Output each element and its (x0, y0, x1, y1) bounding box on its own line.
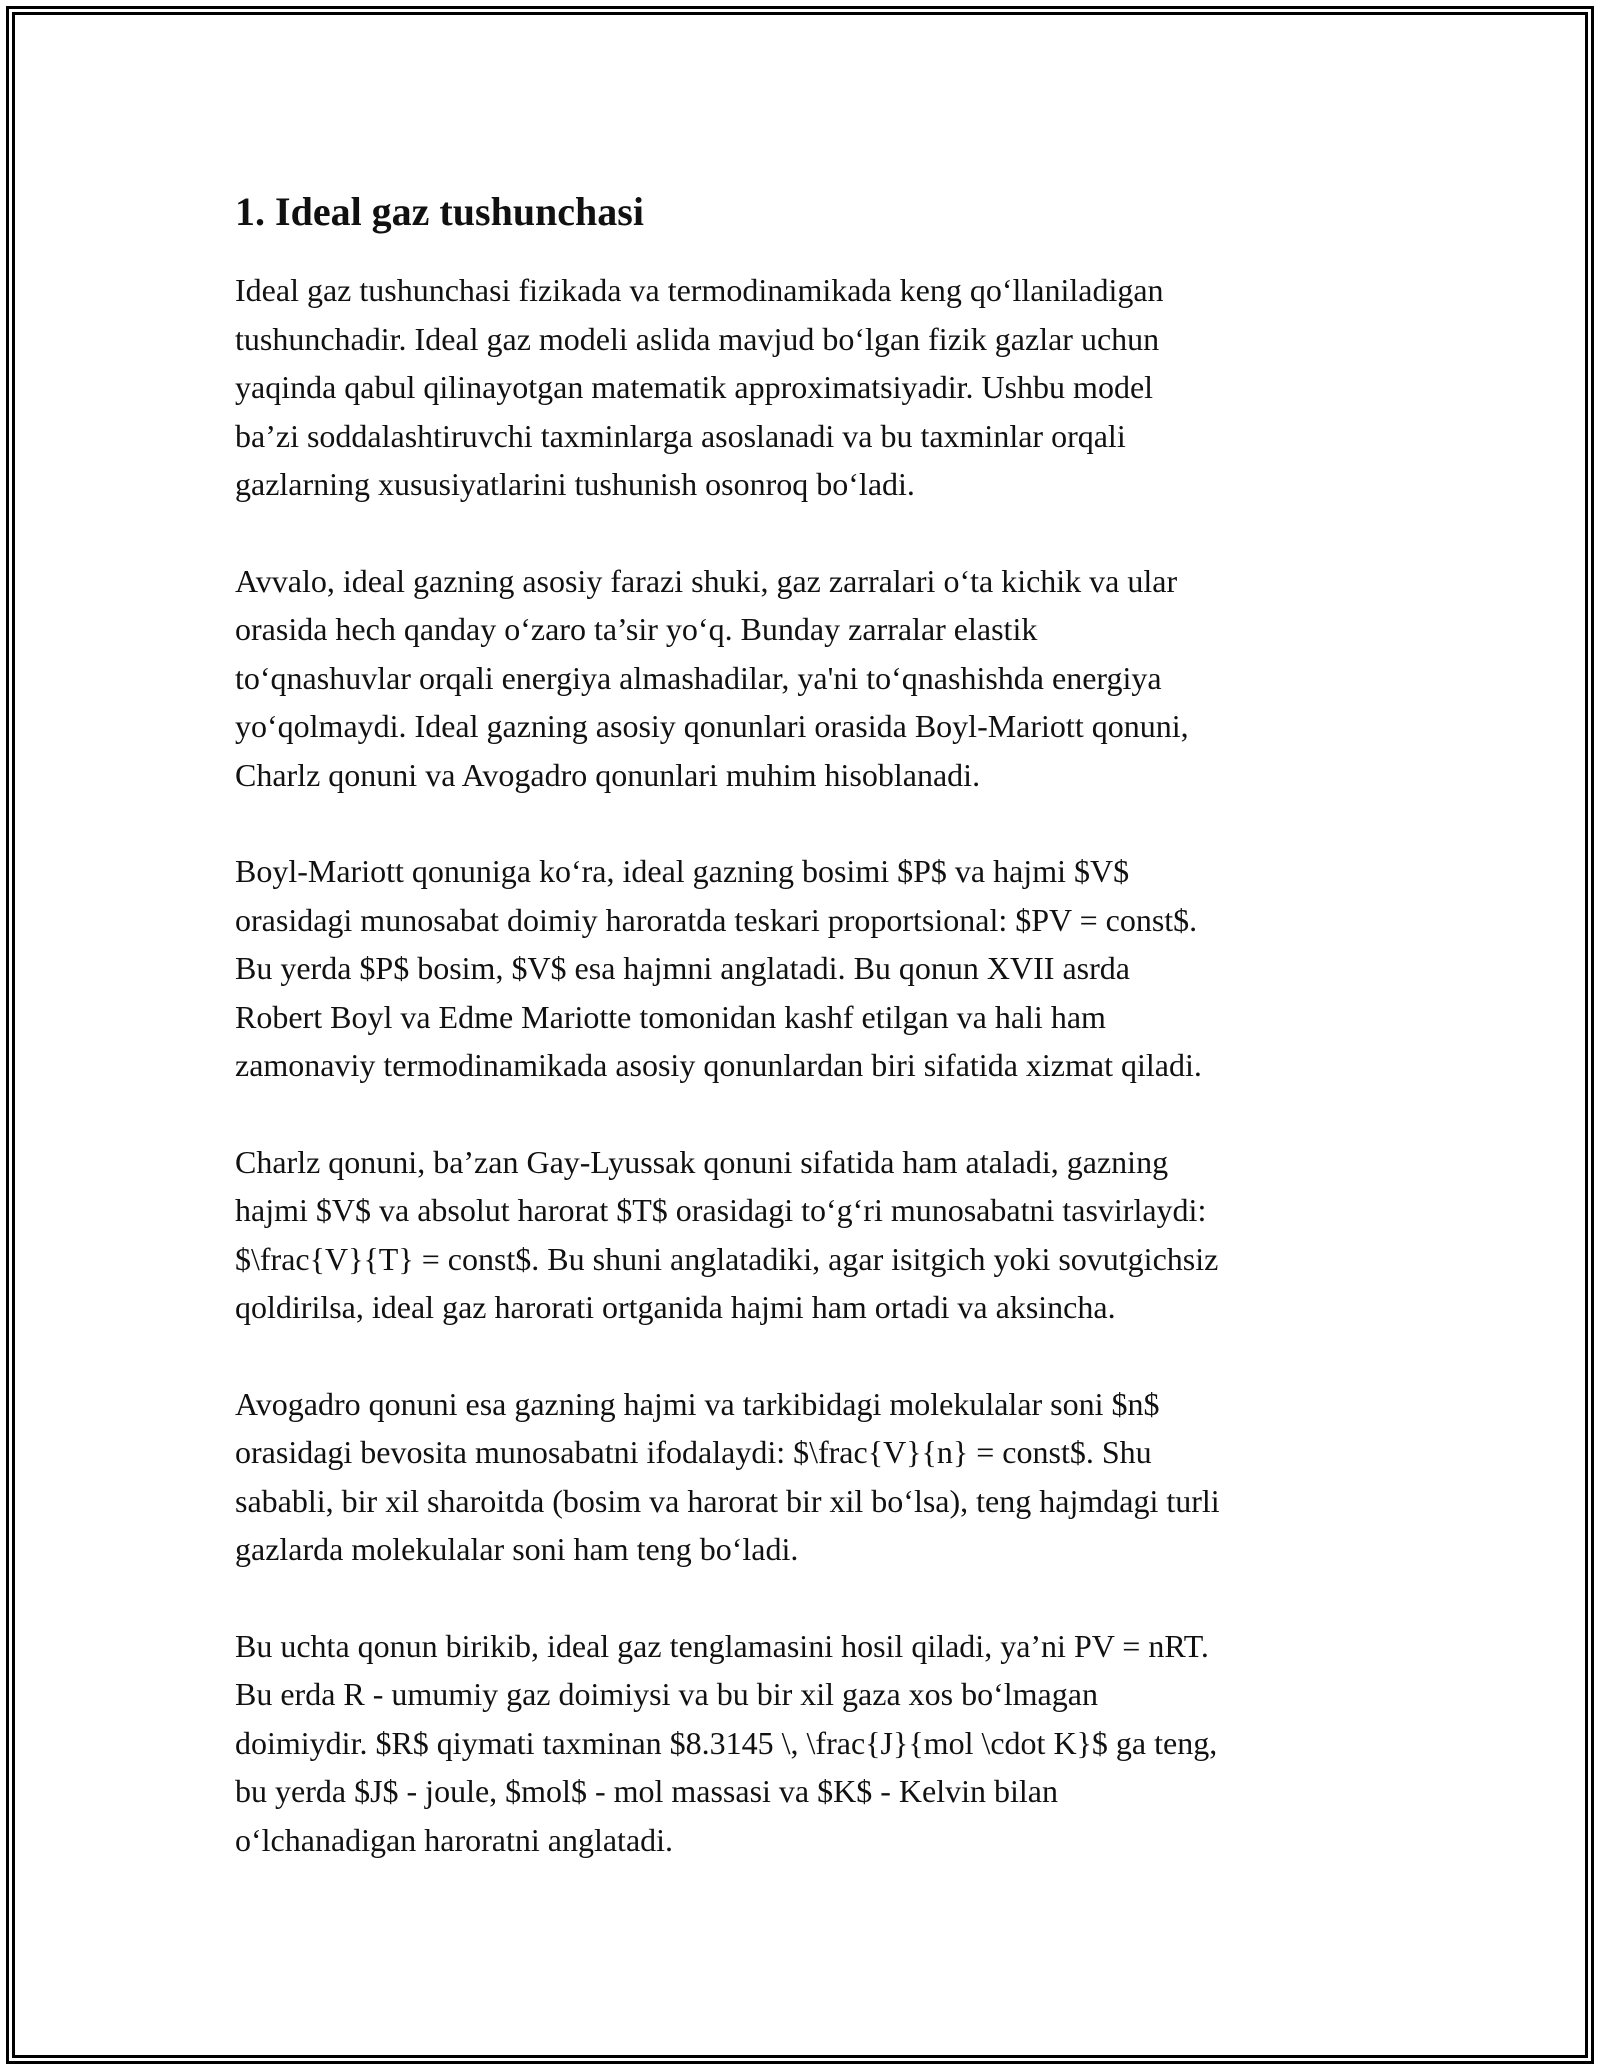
paragraph (235, 1622, 1375, 1865)
paragraph (235, 1138, 1375, 1332)
paragraph-line: to‘qnashuvlar orqali energiya almashadilar, ya'ni to‘qnashishda energiya (235, 659, 1162, 696)
paragraph-line: Avogadro qonuni esa gazning hajmi va tarkibidagi molekulalar soni $n$ (235, 1385, 1160, 1422)
paragraph-line: zamonaviy termodinamikada asosiy qonunlardan biri sifatida xizmat qiladi. (235, 1047, 1202, 1083)
paragraph-list (235, 266, 1375, 1864)
paragraph-line: Avvalo, ideal gazning asosiy farazi shuki, gaz zarralari o‘ta kichik va ular (235, 562, 1178, 599)
paragraph-line: hajmi $V$ va absolut harorat $T$ orasidagi to‘g‘ri munosabatni tasvirlaydi: (235, 1192, 1207, 1228)
paragraph-line: Bu yerda $P$ bosim, $V$ esa hajmni anglatadi. Bu qonun XVII asrda (235, 950, 1130, 986)
paragraph (235, 266, 1375, 509)
paragraph (235, 847, 1375, 1090)
paragraph-line: orasidagi bevosita munosabatni ifodalaydi: $\frac{V}{n} = const$. Shu (235, 1434, 1152, 1470)
section-title: 1. Ideal gaz tushunchasi (235, 189, 644, 234)
paragraph (235, 1380, 1375, 1574)
paragraph-line: yo‘qolmaydi. Ideal gazning asosiy qonunlari orasida Boyl-Mariott qonuni, (235, 708, 1189, 744)
paragraph-line: Bu erda R - umumiy gaz doimiysi va bu bir xil gaza xos bo‘lmagan (235, 1676, 1098, 1712)
paragraph-line: doimiydir. $R$ qiymati taxminan $8.3145 \, \frac{J}{mol \cdot K}$ ga teng, (235, 1724, 1218, 1761)
paragraph-line: qoldirilsa, ideal gaz harorati ortganida hajmi ham ortadi va aksincha. (235, 1289, 1116, 1325)
paragraph-line: ba’zi soddalashtiruvchi taxminlarga asoslanadi va bu taxminlar orqali (235, 417, 1126, 454)
paragraph-line: Bu uchta qonun birikib, ideal gaz tenglamasini hosil qiladi, ya’ni PV = nRT. (235, 1627, 1209, 1664)
paragraph-line: yaqinda qabul qilinayotgan matematik approximatsiyadir. Ushbu model (235, 369, 1154, 405)
paragraph (235, 557, 1375, 800)
paragraph-line: gazlarda molekulalar soni ham teng bo‘ladi. (235, 1531, 799, 1567)
paragraph-line: o‘lchanadigan haroratni anglatadi. (235, 1821, 674, 1858)
paragraph-line: Boyl-Mariott qonuniga ko‘ra, ideal gazning bosimi $P$ va hajmi $V$ (235, 853, 1130, 889)
paragraph-line: sababli, bir xil sharoitda (bosim va harorat bir xil bo‘lsa), teng hajmdagi turli (235, 1482, 1220, 1519)
paragraph-line: orasidagi munosabat doimiy haroratda teskari proportsional: $PV = const$. (235, 901, 1198, 938)
paragraph-line: Robert Boyl va Edme Mariotte tomonidan kashf etilgan va hali ham (235, 998, 1106, 1035)
document-body (235, 186, 1375, 1912)
paragraph-line: Ideal gaz tushunchasi fizikada va termodinamikada keng qo‘llaniladigan (235, 272, 1164, 308)
paragraph-line: orasida hech qanday o‘zaro ta’sir yo‘q. Bunday zarralar elastik (235, 611, 1038, 647)
paragraph-line: $\frac{V}{T} = const$. Bu shuni anglatadiki, agar isitgich yoki sovutgichsiz (235, 1240, 1219, 1277)
paragraph-line: Charlz qonuni va Avogadro qonunlari muhim hisoblanadi. (235, 756, 981, 793)
paragraph-line: Charlz qonuni, ba’zan Gay-Lyussak qonuni sifatida ham ataladi, gazning (235, 1143, 1169, 1180)
paragraph-line: gazlarning xususiyatlarini tushunish osonroq bo‘ladi. (235, 466, 915, 502)
paragraph-line: tushunchadir. Ideal gaz modeli aslida mavjud bo‘lgan fizik gazlar uchun (235, 320, 1160, 357)
paragraph-line: bu yerda $J$ - joule, $mol$ - mol massasi va $K$ - Kelvin bilan (235, 1773, 1058, 1809)
